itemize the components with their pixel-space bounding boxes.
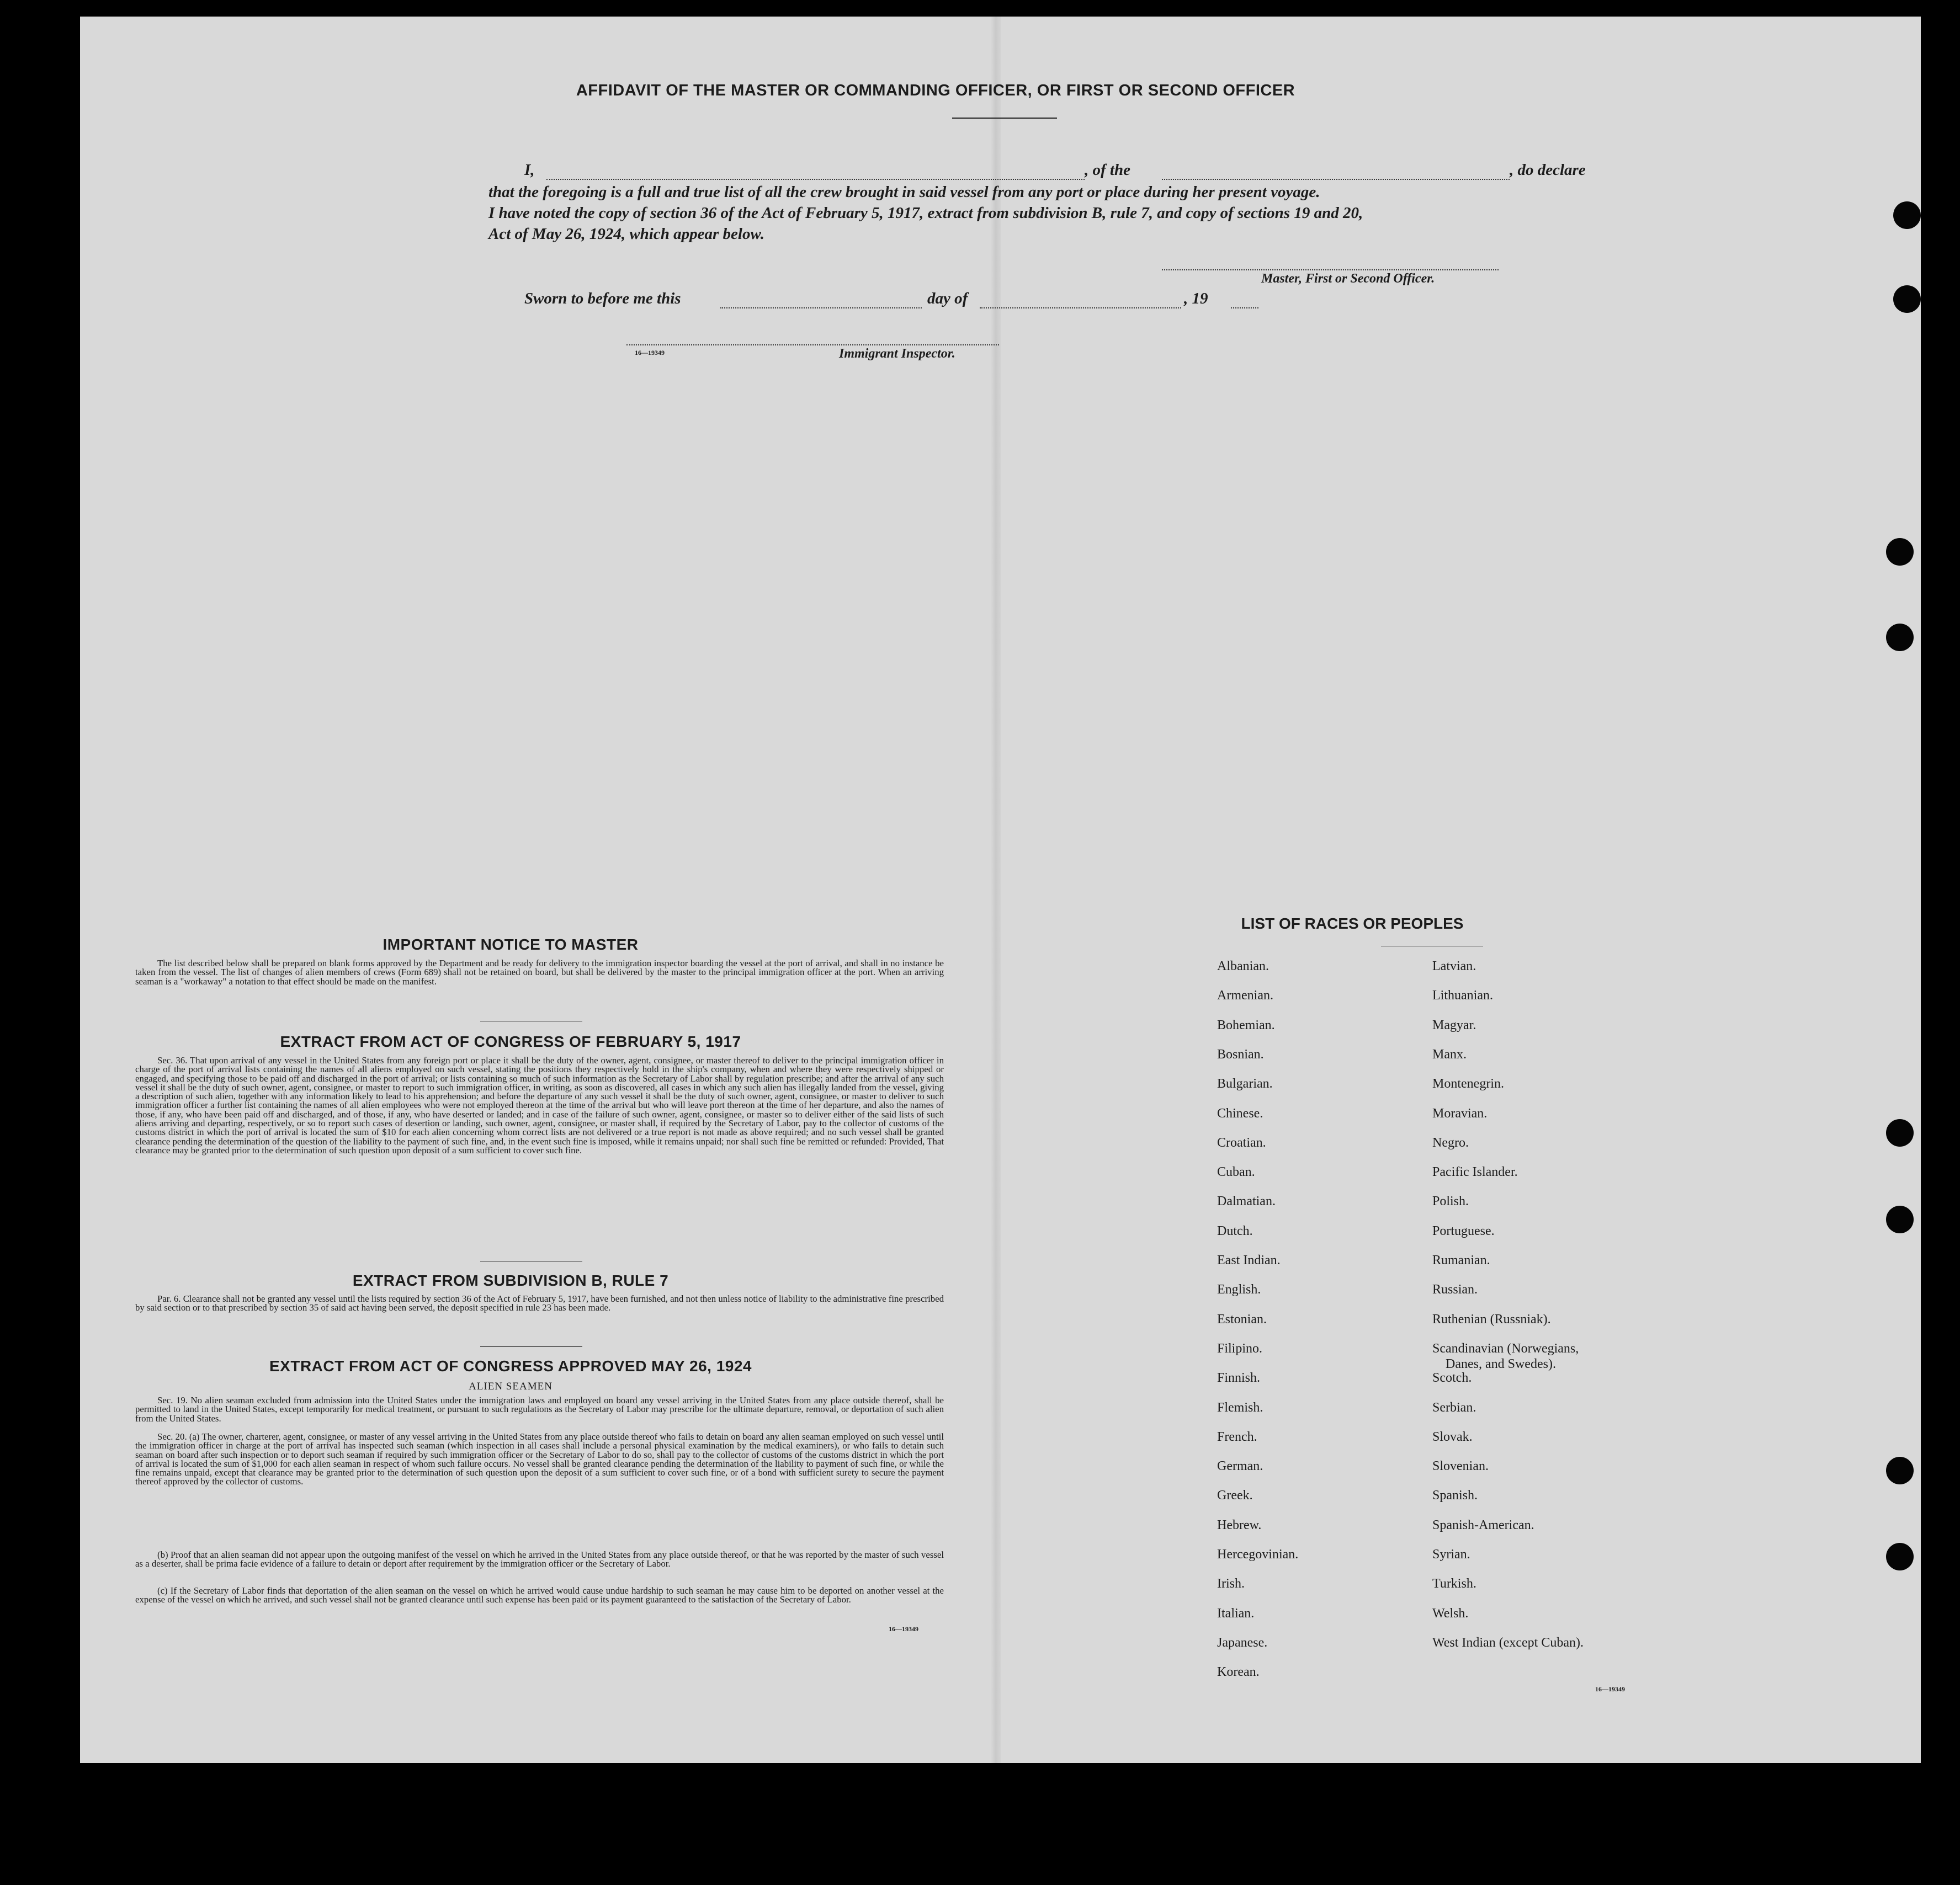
affidavit-line-2: that the foregoing is a full and true list of all the crew brought in said vessel from any port or place during her present voyage. bbox=[488, 183, 1320, 201]
sworn-month-blank-line[interactable] bbox=[980, 307, 1181, 308]
race-item: Ruthenian (Russniak). bbox=[1432, 1312, 1551, 1327]
vessel-blank-line[interactable] bbox=[1162, 179, 1510, 180]
race-item: Chinese. bbox=[1217, 1106, 1263, 1121]
race-item: Syrian. bbox=[1432, 1547, 1470, 1562]
act-1924-title: EXTRACT FROM ACT OF CONGRESS APPROVED MAY 26, 1924 bbox=[269, 1357, 752, 1375]
race-item: Serbian. bbox=[1432, 1401, 1476, 1415]
act-1924-section-20c: (c) If the Secretary of Labor finds that deportation of the alien seaman on the vessel on which he arrived would cause undue hardship to such seaman he may cause him to be deported on another vessel at the expense of the vessel on which he arrived, and such vessel shall not be granted clearance until such expense has been paid or its payment guaranteed to the satisfaction of the Secretary of Labor. bbox=[135, 1585, 944, 1605]
master-signature-label: Master, First or Second Officer. bbox=[1261, 271, 1435, 286]
notice-text: The list described below shall be prepared on blank forms approved by the Department and be ready for delivery to the immigration inspector boarding the vessel at the port of arrival, and shall in no instance be taken from the vessel. The list of changes of alien members of crews (Form 689) shall not be retained on board, but shall be delivered by the master to the principal immigration officer at the port. When an arriving seaman is a "workaway" a notation to that effect should be made on the manifest. bbox=[135, 958, 944, 987]
race-item: Scandinavian (Norwegians, bbox=[1432, 1341, 1579, 1356]
race-item: Bulgarian. bbox=[1217, 1077, 1273, 1091]
act-1924-section-20a: Sec. 20. (a) The owner, charterer, agent, consignee, or master of any vessel arriving in the United States from any place outside thereof who fails to detain on board any alien seaman employed on such vessel until the immigration officer in charge at the port of arrival has inspected such seaman (which inspection in all cases shall include a personal physical examination by the medical examiners), or who fails to detain such seaman on board after such inspection or to deport such seaman if required by such immigration officer or the Secretary of Labor to do so, shall pay to the collector of customs of the customs district in which the port of arrival is located the sum of $1,000 for each alien seaman in respect of whom such failure occurs. No vessel shall be granted clearance pending the determination of the liability to payment of such fine, or while the fine remains unpaid, except that clearance may be granted prior to the determination of such question upon the deposit of a sum sufficient to cover such fine, or of a bond with sufficient surety to secure the payment thereof approved by the collector of customs. bbox=[135, 1431, 944, 1487]
punch-hole bbox=[1893, 285, 1921, 313]
race-item: German. bbox=[1217, 1459, 1263, 1473]
page-fold bbox=[991, 17, 1001, 1763]
affidavit-title: AFFIDAVIT OF THE MASTER OR COMMANDING OFFICER, OR FIRST OR SECOND OFFICER bbox=[576, 82, 1295, 99]
race-item: Spanish. bbox=[1432, 1488, 1478, 1503]
sworn-year-blank-line[interactable] bbox=[1231, 307, 1258, 308]
punch-hole bbox=[1886, 1457, 1914, 1484]
race-item: Dalmatian. bbox=[1217, 1194, 1276, 1208]
form-number-left: 16—19349 bbox=[889, 1625, 918, 1633]
race-item: Slovak. bbox=[1432, 1430, 1473, 1444]
races-title: LIST OF RACES OR PEOPLES bbox=[1241, 915, 1464, 932]
race-item: Latvian. bbox=[1432, 959, 1476, 973]
rule-7-title: EXTRACT FROM SUBDIVISION B, RULE 7 bbox=[352, 1272, 669, 1289]
act-1917-title: EXTRACT FROM ACT OF CONGRESS OF FEBRUARY 5, 1917 bbox=[280, 1033, 741, 1050]
race-item: Welsh. bbox=[1432, 1606, 1469, 1621]
punch-hole bbox=[1886, 1206, 1914, 1233]
race-item: Spanish-American. bbox=[1432, 1518, 1534, 1532]
punch-hole bbox=[1886, 624, 1914, 651]
master-signature-line[interactable] bbox=[1162, 269, 1499, 270]
race-item: Japanese. bbox=[1217, 1636, 1268, 1650]
affidavit-declare-label: , do declare bbox=[1510, 161, 1586, 179]
race-item: Flemish. bbox=[1217, 1401, 1263, 1415]
sworn-label: Sworn to before me this bbox=[524, 290, 681, 307]
act-1924-section-20b: (b) Proof that an alien seaman did not appear upon the outgoing manifest of the vessel on which he arrived in the United States from any place outside thereof, or that he was reported by the master of such vessel as a deserter, shall be prima facie evidence of a failure to detain or deport after requirement by the immigration officer or the Secretary of Labor. bbox=[135, 1549, 944, 1569]
race-item: Greek. bbox=[1217, 1488, 1253, 1503]
race-item: Polish. bbox=[1432, 1194, 1469, 1208]
race-item: East Indian. bbox=[1217, 1253, 1281, 1268]
race-item: Negro. bbox=[1432, 1136, 1469, 1150]
rule-7-text: Par. 6. Clearance shall not be granted any vessel until the lists required by section 36 of the Act of February 5, 1917, have been furnished, and not then unless notice of liability to the administrative fine prescribed by said section or to that prescribed by section 35 of said act having been served, the deposit specified in rule 23 has been made. bbox=[135, 1293, 944, 1313]
alien-seamen-subtitle: ALIEN SEAMEN bbox=[469, 1381, 553, 1392]
inspector-label: Immigrant Inspector. bbox=[839, 347, 955, 361]
affidavit-line-3: I have noted the copy of section 36 of the Act of February 5, 1917, extract from subdivision B, rule 7, and copy of sections 19 and 20, bbox=[488, 204, 1363, 222]
name-blank-line[interactable] bbox=[546, 179, 1085, 180]
race-item: Portuguese. bbox=[1432, 1224, 1495, 1238]
race-item: Finnish. bbox=[1217, 1371, 1261, 1385]
divider-3 bbox=[480, 1346, 582, 1347]
race-item: Bohemian. bbox=[1217, 1018, 1275, 1032]
title-underline bbox=[952, 118, 1057, 119]
race-item: Turkish. bbox=[1432, 1577, 1476, 1591]
race-item: Italian. bbox=[1217, 1606, 1255, 1621]
race-item: Estonian. bbox=[1217, 1312, 1267, 1327]
race-item: Rumanian. bbox=[1432, 1253, 1490, 1268]
race-item: Russian. bbox=[1432, 1282, 1478, 1297]
race-item: Cuban. bbox=[1217, 1165, 1255, 1179]
race-item: Montenegrin. bbox=[1432, 1077, 1504, 1091]
affidavit-of-the-label: , of the bbox=[1085, 161, 1130, 179]
notice-title: IMPORTANT NOTICE TO MASTER bbox=[383, 936, 639, 953]
race-item: West Indian (except Cuban). bbox=[1432, 1636, 1584, 1650]
race-item: Armenian. bbox=[1217, 988, 1273, 1003]
form-number-right: 16—19349 bbox=[1595, 1685, 1625, 1693]
race-item: Croatian. bbox=[1217, 1136, 1266, 1150]
race-item: Lithuanian. bbox=[1432, 988, 1493, 1003]
inspector-signature-line[interactable] bbox=[626, 344, 999, 345]
race-item: Moravian. bbox=[1432, 1106, 1488, 1121]
race-item: Dutch. bbox=[1217, 1224, 1253, 1238]
act-1924-section-19: Sec. 19. No alien seaman excluded from admission into the United States under the immigration laws and employed on board any vessel arriving in the United States from any place outside thereof, shall be permitted to land in the United States, except temporarily for medical treatment, or pursuant to such regulations as the Secretary of Labor may prescribe for the ultimate departure, removal, or deportation of such alien from the United States. bbox=[135, 1395, 944, 1424]
form-number-top: 16—19349 bbox=[635, 349, 665, 356]
day-of-label: day of bbox=[927, 290, 968, 307]
race-item: French. bbox=[1217, 1430, 1257, 1444]
race-item: Filipino. bbox=[1217, 1341, 1263, 1356]
affidavit-i-label: I, bbox=[524, 161, 535, 179]
punch-hole bbox=[1886, 1119, 1914, 1147]
race-item: Irish. bbox=[1217, 1577, 1245, 1591]
race-item: Slovenian. bbox=[1432, 1459, 1489, 1473]
race-item: Albanian. bbox=[1217, 959, 1269, 973]
race-item: Pacific Islander. bbox=[1432, 1165, 1518, 1179]
punch-hole bbox=[1886, 1543, 1914, 1570]
race-item: Korean. bbox=[1217, 1665, 1260, 1679]
race-item: Hebrew. bbox=[1217, 1518, 1262, 1532]
affidavit-line-4: Act of May 26, 1924, which appear below. bbox=[488, 225, 764, 243]
document-page bbox=[80, 17, 1921, 1763]
race-item: Bosnian. bbox=[1217, 1047, 1264, 1062]
race-item: Danes, and Swedes). bbox=[1446, 1357, 1556, 1371]
race-item: Scotch. bbox=[1432, 1371, 1472, 1385]
race-item: Hercegovinian. bbox=[1217, 1547, 1299, 1562]
race-item: Magyar. bbox=[1432, 1018, 1476, 1032]
sworn-day-blank-line[interactable] bbox=[720, 307, 922, 308]
race-item: English. bbox=[1217, 1282, 1261, 1297]
act-1917-section-36: Sec. 36. That upon arrival of any vessel in the United States from any foreign port or place it shall be the duty of the owner, agent, consignee, or master thereof to deliver to the principal immigration officer in charge of the port of arrival lists containing the names of all aliens employed on such vessel, stating the positions they respectively hold in the ship's company, when and where they were respectively shipped or engaged, and specifying those to be paid off and discharged in the port of arrival; or lists containing so much of such information as the Secretary of Labor shall by regulation prescribe; and after the arrival of any such vessel it shall be the duty of such owner, agent, consignee, or master to report to such immigration officer, in writing, as soon as discovered, all cases in which any such alien has illegally landed from the vessel, giving a description of such alien, together with any information likely to lead to his apprehension; and before the departure of any such vessel it shall be the duty of such owner, agent, consignee, or master to deliver to such immigration officer a further list containing the names of all alien employees who were not employed thereon at the time of the arrival but who will leave port thereon at the time of her departure, and also the names of those, if any, who have been paid off and discharged, and of those, if any, who have deserted or landed; and in case of the failure of such owner, agent, consignee, or master so to deliver either of the said lists of such aliens arriving and departing, respectively, or so to report such cases of desertion or landing, such owner, agent, consignee, or master shall, if required by the Secretary of Labor, pay to the collector of customs of the customs district in which the port of arrival is located the sum of $10 for each alien concerning whom correct lists are not delivered or a true report is not made as above required; and no such vessel shall be granted clearance pending the determination of the question of the liability to the payment of such fine, and, in the event such fine is imposed, while it remains unpaid; nor shall such fine be remitted or refunded: Provided, That clearance may be granted prior to the determination of such question upon deposit of a sum sufficient to cover such fine. bbox=[135, 1055, 944, 1156]
race-item: Manx. bbox=[1432, 1047, 1467, 1062]
year-prefix-label: , 19 bbox=[1184, 290, 1208, 307]
punch-hole bbox=[1893, 201, 1921, 229]
punch-hole bbox=[1886, 538, 1914, 566]
